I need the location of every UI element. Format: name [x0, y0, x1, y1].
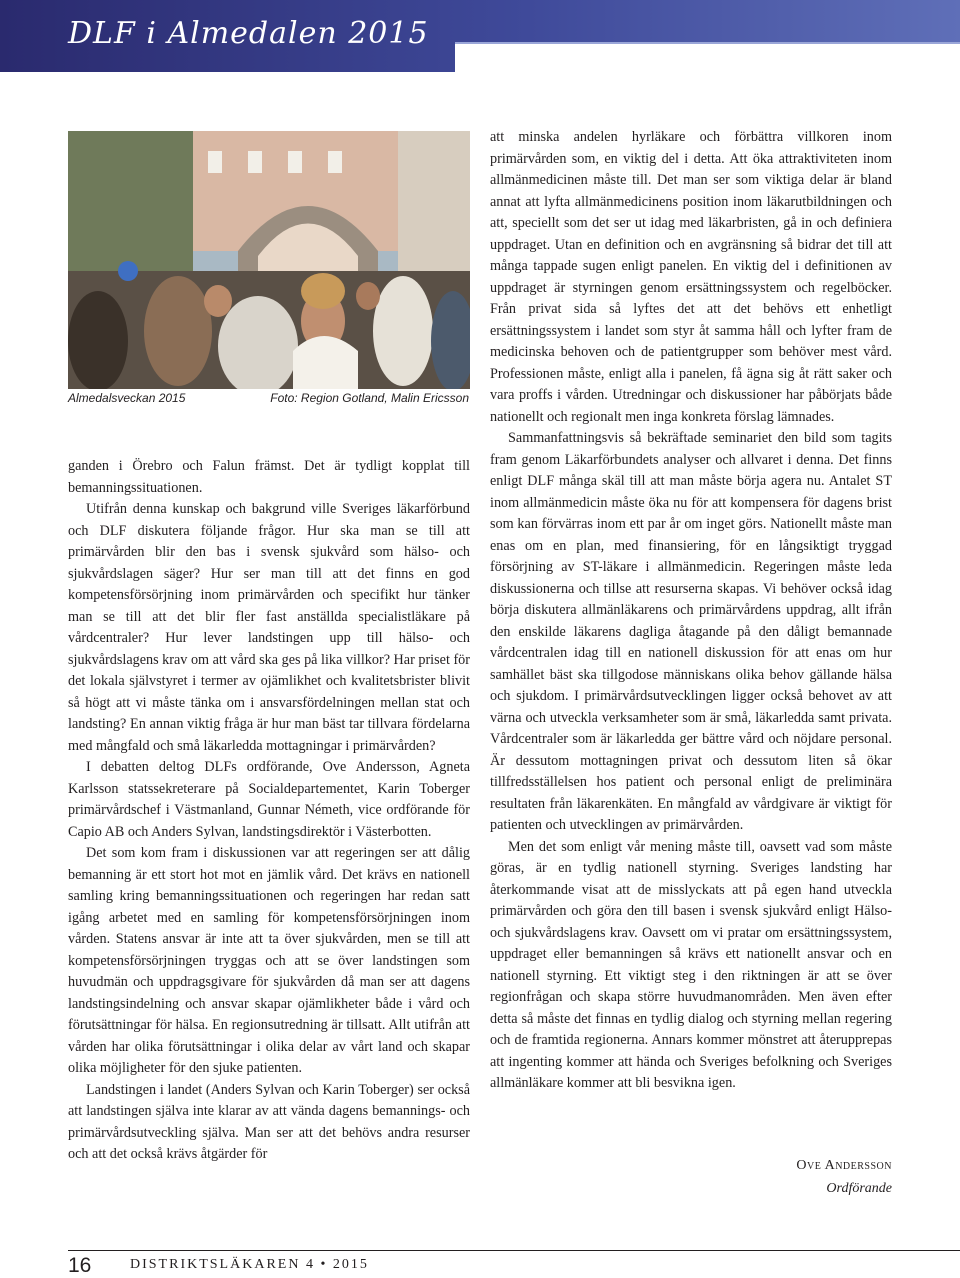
crowd-photo — [68, 131, 470, 389]
page-title: DLF i Almedalen 2015 — [68, 16, 429, 51]
paragraph: att minska andelen hyrläkare och förbättra villkoren inom primärvården som, en viktig del i detta. Att öka attraktiviteten inom allmänmedicinen måste till. Det man ser som viktiga delar är bland annat att lyfta allmänmedicinens position inom läkarutbildningen och att, speciellt som det ser ut idag med läkarbristen, gå in och definiera uppdraget. Utan en definition och en avgränsning så bidrar det till att många tappade sugen enligt panelen. En viktig del i definitionen av uppdraget är styrningen genom ersättningssystem och regelböcker. Från privat sida så lyftes det att det behövs ett enhetligt ersättningssystem i landet som styr åt samma håll och lyfter fram de medicinska behoven och de patientgrupper som behöver mest vård. Professionen måste, enligt alla i panelen, få ägna sig åt rätt saker och vara proffs i vården. Utredningar och diskussioner har påbörjats både nationellt och regionalt men inga konkreta förslag lämnades. — [490, 129, 892, 425]
paragraph: I debatten deltog DLFs ordförande, Ove Andersson, Agneta Karlsson statssekreterare på Socialdepartementet, Karin Toberger primärvårdschef i Västmanland, Gunnar Németh, vice ordförande för Capio AB och Anders Sylvan, landstingsdirektör i Västerbotten. — [68, 759, 470, 840]
paragraph: Sammanfattningsvis så bekräftade seminariet den bild som tagits fram genom Läkarförbundets analyser och allvaret i denna. Det finns enligt DLF många skäl till att man måste börja agera nu. Antalet ST inom allmänmedicin måste öka nu för att kompensera för dagens brist som kan förvärras inom ett par år om inget görs. Nationellt måste man enas om en plan, med finansiering, för en långsiktigt tryggad försörjning av ST-läkare i allmänmedicin. Regeringen måste leda diskussionerna och tillse att resurserna skapas. Vi behöver också idag börja diskutera allmänläkarens och primärvårdens uppdrag, allt ifrån den enskilde läkarens dagliga åtagande på den dåligt bemannade vårdcentralen idag till en nationell diskussion för att enas om hur samhället bäst ska tillgodose människans olika behov gällande hälsa och sjukdom. I primärvårdsutvecklingen ligger också behovet av att värna och utveckla verksamheter som är små, läkarledda samt privata. Vårdcentraler som är läkarledda ger bättre vård och nöjdare personal. Är dessutom mottagningen privat och dessutom liten så ökar tillfredsställelsen hos patient och personal enligt de preliminära resultaten från läkarenkäten. En mångfald av vårdgivare är viktigt för patienten och utvecklingen av primärvården. — [490, 430, 892, 833]
author-name: Ove Andersson — [796, 1158, 892, 1173]
header-cutout — [455, 44, 960, 78]
article-column-left — [68, 456, 470, 1166]
author-role: Ordförande — [826, 1181, 892, 1196]
paragraph: Utifrån denna kunskap och bakgrund ville Sveriges läkarförbund och DLF diskutera följande frågor. Hur ska man se till att primärvården blir den bas i svensk sjukvård som hälso- och sjukvårdslagen säger? Hur ser man till att det finns en god kompetensförsörjning inom primärvården och specifikt hur tänker man se till att det blir fler fast anställda specialistläkare på vårdcentraler? Hur lever landstingen upp till hälso- och sjukvårdslagens krav om att vård ska ges på lika villkor? Har priset för det lokala självstyret i termer av ojämlikhet och kvalitetsbrister blivit så högt att vi måste tänka om i ansvarsfördelningen mellan stat och landsting? En annan viktig fråga är hur man bäst tar tillvara fördelarna med mångfald och små läkarledda mottagningar i primärvården? — [68, 501, 470, 754]
page-number: 16 — [68, 1254, 92, 1277]
paragraph: Men det som enligt vår mening måste till, oavsett vad som måste göras, är en tydlig nationell styrning. Sveriges landsting har återkommande visat att de misslyckats att på egen hand utveckla primärvården och göra den till basen i svensk sjukvård enligt Hälso- och sjukvårdslagens krav. Oavsett om vi pratar om ersättningssystem, uppdraget eller bemanningen så krävs ett nationellt ansvar och en nationell styrning. Ett viktigt steg i den riktningen är att se över regionfrågan och skapa större huvudmanområden. Men även efter detta så måste det finnas en tydlig dialog och styrning mellan regering och de framtida regionerna. Annars kommer mönstret att återupprepas att ingenting kommer att hända och Sveriges befolkning och Sveriges allmänläkare kommer att bli besvikna igen. — [490, 838, 892, 1091]
footer-divider — [68, 1250, 960, 1251]
article-column-right — [490, 127, 892, 1095]
photo-caption: Almedalsveckan 2015 — [68, 391, 186, 405]
paragraph: Det som kom fram i diskussionen var att regeringen ser att dålig bemanning är ett stort hot mot en jämlik vård. Det krävs en nationell samling kring bemanningssituationen och regeringen har redan satt igång arbetet med en samling för kompetensförsörjningen inom vården. Statens ansvar är inte att ta över sjukvården, men se till att kompetensförsörjningen tryggas och att se över landstingen som huvudmän och uppdragsgivare för sjukvården då man ser att dagens landstingsindelning och ansvar skapar ojämlikheter både i vård och förutsättningar för hälsa. En regionsutredning är tillsatt. Allt utifrån att vården har olika förutsättningar i olika delar av vårt land och skapar olika möjligheter för den sjuke patienten. — [68, 845, 470, 1076]
paragraph: ganden i Örebro och Falun främst. Det är tydligt kopplat till bemanningssituationen. — [68, 458, 470, 496]
publication-name: DISTRIKTSLÄKAREN 4 • 2015 — [130, 1257, 369, 1272]
photo-credit: Foto: Region Gotland, Malin Ericsson — [270, 391, 469, 405]
paragraph: Landstingen i landet (Anders Sylvan och Karin Toberger) ser också att landstingen själva inte klarar av att vända dagens bemannings- och primärvårdsutveckling själva. Man ser att det behövs andra resurser och att det också krävs åtgärder för — [68, 1081, 470, 1162]
